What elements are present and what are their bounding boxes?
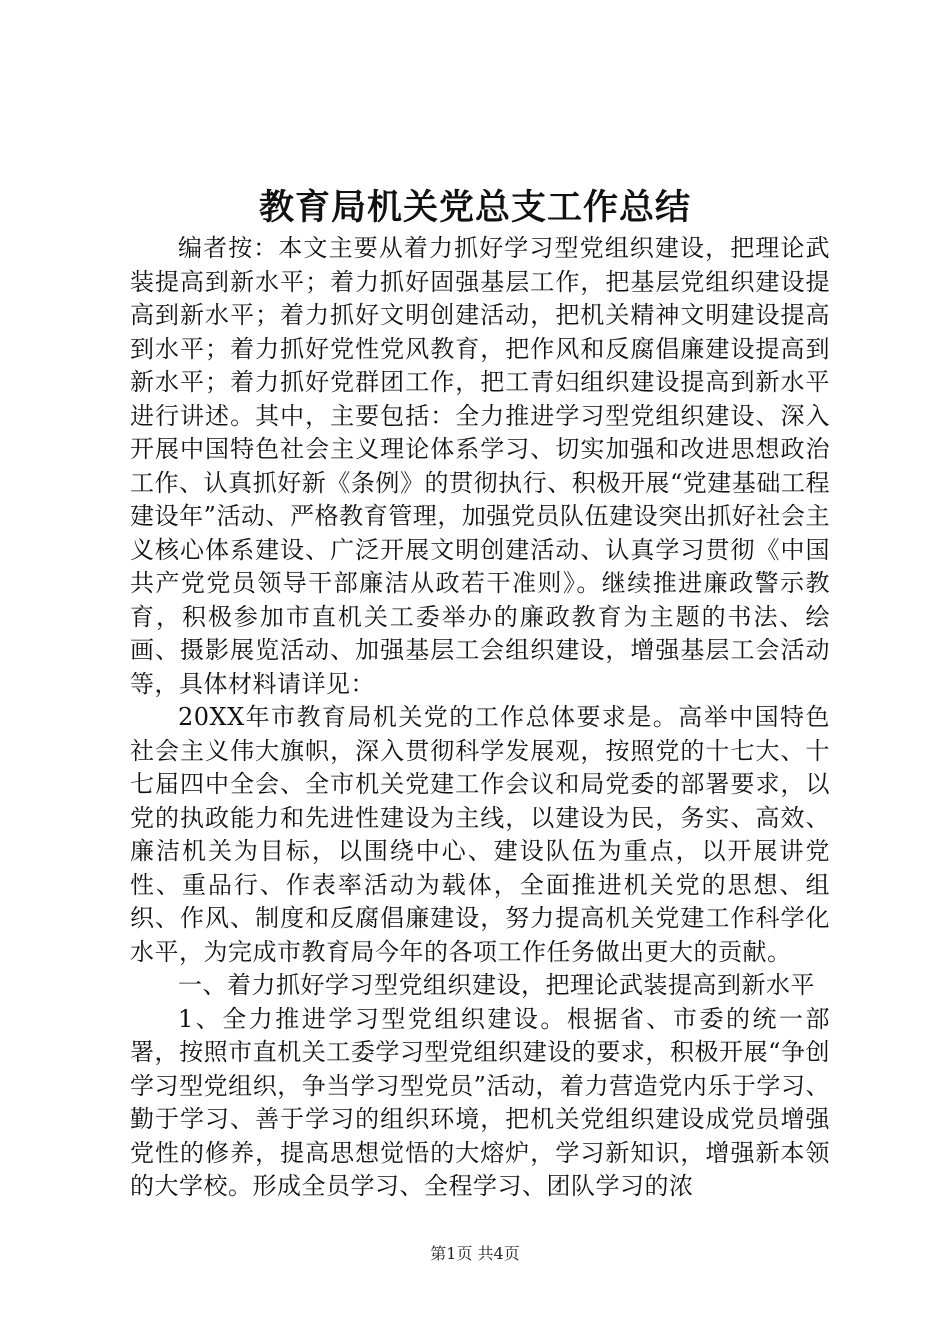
document-body — [130, 232, 830, 1204]
paragraph-item-1: 1、全力推进学习型党组织建设。根据省、市委的统一部署，按照市直机关工委学习型党组织建设的要求，积极开展“争创学习型党组织，争当学习型党员”活动，着力营造党内乐于学习、勤于学习、善于学习的组织环境，把机关党组织建设成党员增强党性的修养，提高思想觉悟的大熔炉，学习新知识，增强新本领的大学校。形成全员学习、全程学习、团队学习的浓 — [130, 1004, 830, 1200]
document-title: 教育局机关党总支工作总结 — [258, 187, 691, 228]
page-number-footer: 第1页 共4页 — [430, 1244, 520, 1263]
paragraph-editor-note: 编者按：本文主要从着力抓好学习型党组织建设，把理论武装提高到新水平；着力抓好固强基层工作，把基层党组织建设提高到新水平；着力抓好文明创建活动，把机关精神文明建设提高到水平；着力抓好党性党风教育，把作风和反腐倡廉建设提高到新水平；着力抓好党群团工作，把工青妇组织建设提高到新水平进行讲述。其中，主要包括：全力推进学习型党组织建设、深入开展中国特色社会主义理论体系学习、切实加强和改进思想政治工作、认真抓好新《条例》的贯彻执行、积极开展“党建基础工程建设年”活动、严格教育管理，加强党员队伍建设突出抓好社会主义核心体系建设、广泛开展文明创建活动、认真学习贯彻《中国共产党党员领导干部廉洁从政若干准则》。继续推进廉政警示教育，积极参加市直机关工委举办的廉政教育为主题的书法、绘画、摄影展览活动、加强基层工会组织建设，增强基层工会活动等，具体材料请详见： — [130, 234, 830, 698]
section-heading-1: 一、着力抓好学习型党组织建设，把理论武装提高到新水平 — [178, 971, 815, 999]
paragraph-overall-requirements: 20XX年市教育局机关党的工作总体要求是。高举中国特色社会主义伟大旗帜，深入贯彻科学发展观，按照党的十七大、十七届四中全会、全市机关党建工作会议和局党委的部署要求，以党的执政能力和先进性建设为主线，以建设为民，务实、高效、廉洁机关为目标，以围绕中心、建设队伍为重点，以开展讲党性、重品行、作表率活动为载体，全面推进机关党的思想、组织、作风、制度和反腐倡廉建设，努力提高机关党建工作科学化水平，为完成市教育局今年的各项工作任务做出更大的贡献。 — [130, 703, 830, 966]
